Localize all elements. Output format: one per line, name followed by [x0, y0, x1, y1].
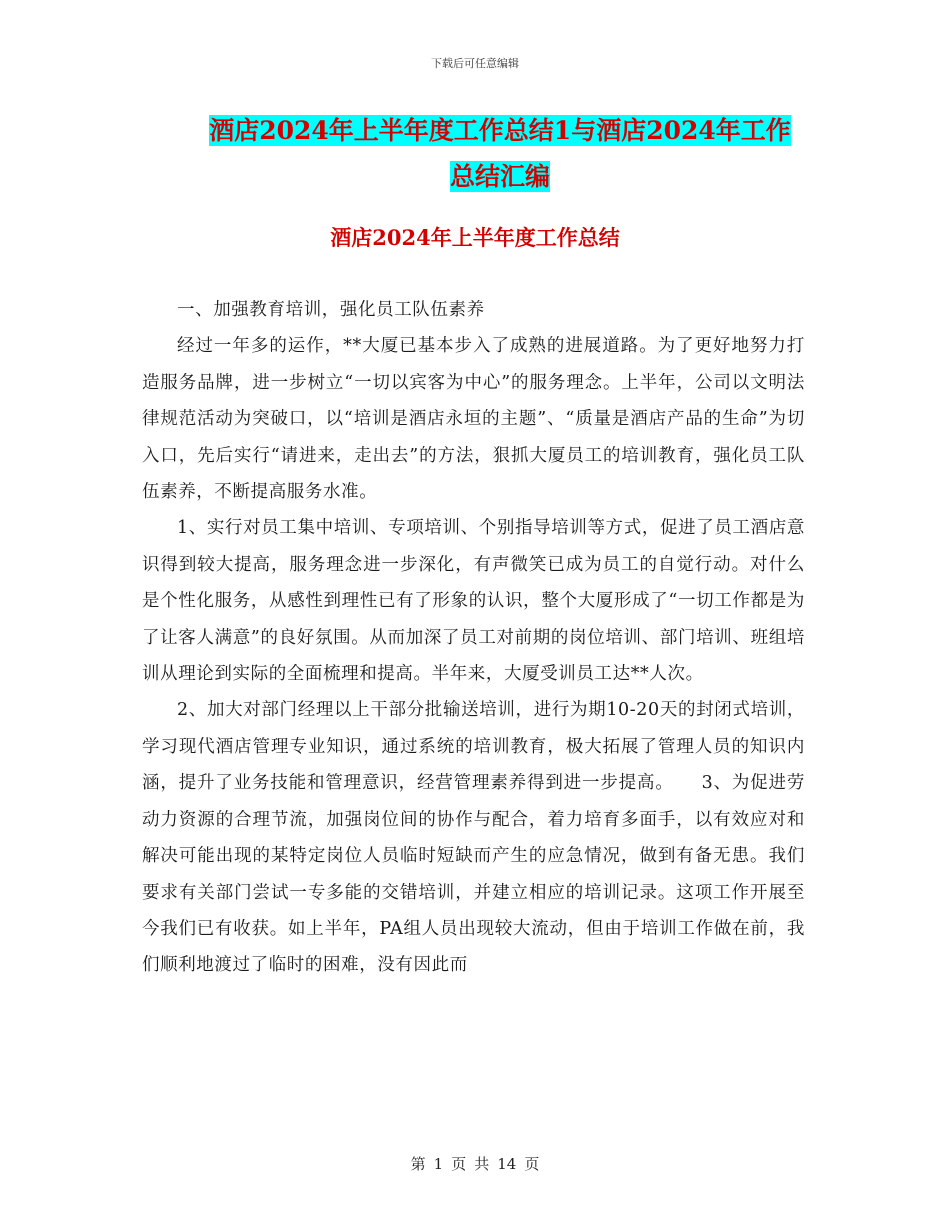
section-heading: 一、加强教育培训，强化员工队伍素养 [177, 300, 485, 320]
footer-suffix: 页 [524, 1155, 540, 1173]
page-footer [0, 1153, 950, 1174]
body-text [142, 292, 805, 984]
document-title-line-1: 酒店2024年上半年度工作总结1与酒店2024年工作 [209, 116, 791, 145]
page-number: 1 [433, 1155, 444, 1173]
document-title [140, 108, 860, 200]
paragraph: 2、加大对部门经理以上干部分批输送培训，进行为期10-20天的封闭式培训，学习现代酒店管理专业知识，通过系统的培训教育，极大拓展了管理人员的知识内涵，提升了业务技能和管理意识，经营管理素养得到进一步提高。 3、为促进劳动力资源的合理节流，加强岗位间的协作与配合，着力培育多面手，以有效应对和解决可能出现的某特定岗位人员临时短缺而产生的应急情况，做到有备无患。我们要求有关部门尝试一专多能的交错培训，并建立相应的培训记录。这项工作开展至今我们已有收获。如上半年，PA组人员出现较大流动，但由于培训工作做在前，我们顺利地渡过了临时的困难，没有因此而 [142, 700, 805, 976]
footer-total-label: 共 [474, 1155, 490, 1173]
paragraph: 1、实行对员工集中培训、专项培训、个别指导培训等方式，促进了员工酒店意识得到较大提高，服务理念进一步深化，有声微笑已成为员工的自觉行动。对什么是个性化服务，从感性到理性已有了形象的认识，整个大厦形成了“一切工作都是为了让客人满意”的良好氛围。从而加深了员工对前期的岗位培训、部门培训、班组培训从理论到实际的全面梳理和提高。半年来，大厦受训员工达**人次。 [142, 518, 805, 685]
header-note: 下载后可任意编辑 [431, 57, 519, 70]
total-pages: 14 [497, 1155, 517, 1173]
footer-prefix: 第 [410, 1155, 426, 1173]
document-title-line-2: 总结汇编 [449, 162, 550, 191]
section-title: 酒店2024年上半年度工作总结 [330, 225, 620, 250]
footer-page-label: 页 [451, 1155, 467, 1173]
paragraph: 经过一年多的运作，**大厦已基本步入了成熟的进展道路。为了更好地努力打造服务品牌，进一步树立“一切以宾客为中心”的服务理念。上半年，公司以文明法律规范活动为突破口，以“培训是酒店永垣的主题”、“质量是酒店产品的生命”为切入口，先后实行“请进来，走出去”的方法，狠抓大厦员工的培训教育，强化员工队伍素养，不断提高服务水准。 [142, 336, 805, 503]
